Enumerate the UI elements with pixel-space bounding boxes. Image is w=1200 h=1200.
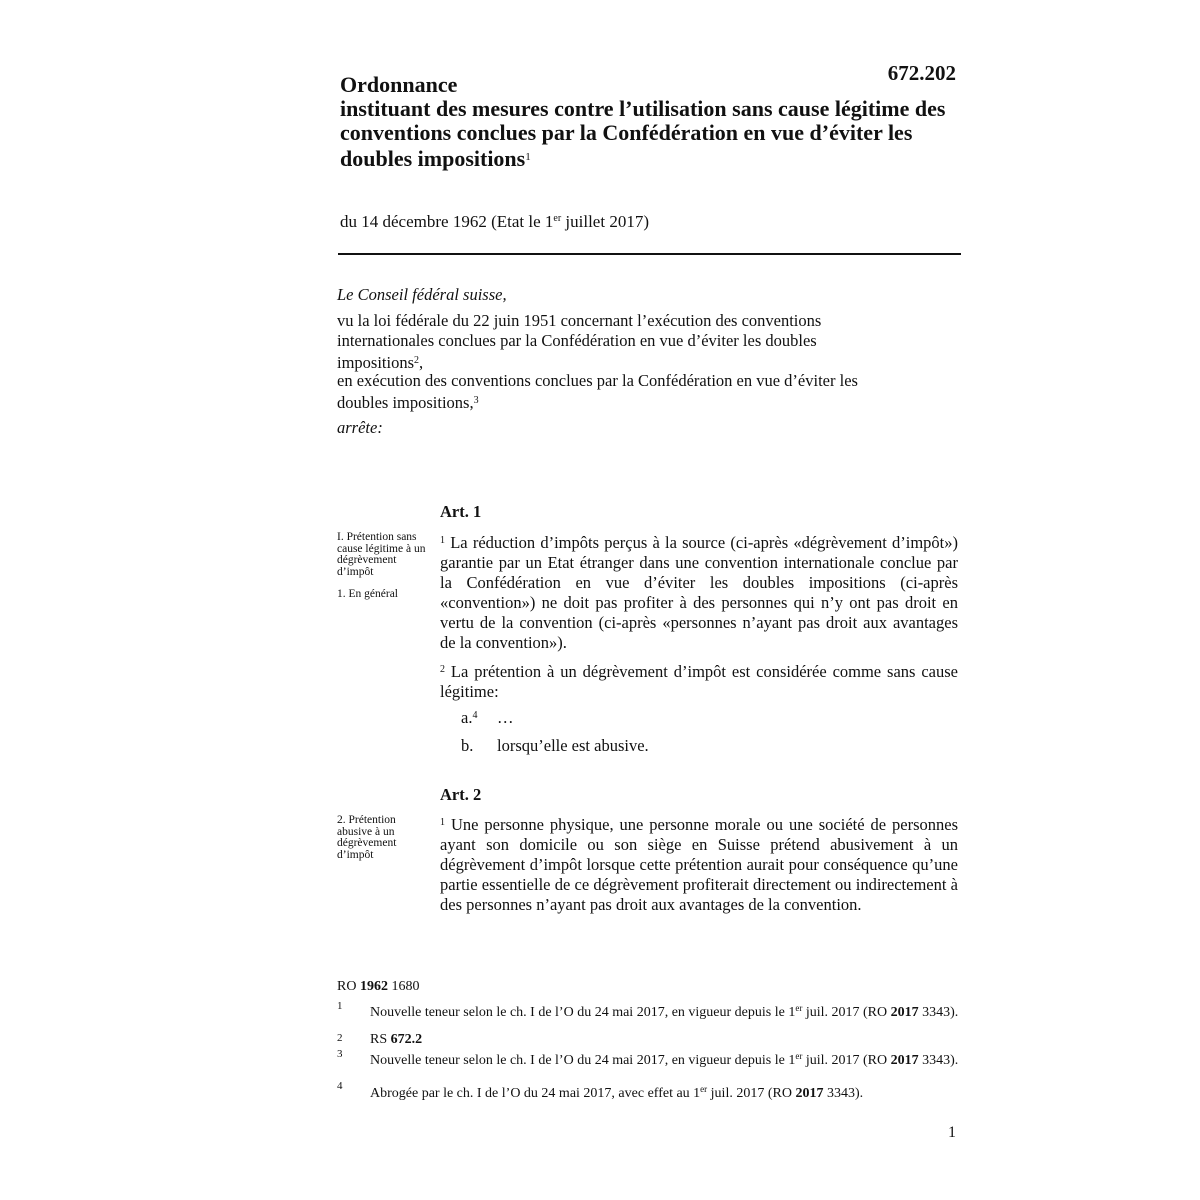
document-title [340, 73, 980, 171]
footnote-ref[interactable]: 2 [414, 355, 420, 366]
fn-text: juil. 2017 (RO [707, 1086, 796, 1101]
footnote-1-number: 1 [337, 1000, 343, 1012]
article-1-margin-subtitle: 1. En général [337, 588, 398, 600]
preamble-paragraph-1 [337, 311, 897, 373]
fn-text: juil. 2017 (RO [802, 1005, 891, 1020]
article-1-margin-title: I. Prétention sans cause légitime à un dégrèvement d’impôt [337, 531, 426, 578]
fn-sup: er [700, 1084, 708, 1094]
article-1-paragraph-1 [440, 531, 958, 653]
paragraph-text: La réduction d’impôts perçus à la source (ci-après «dégrèvement d’impôt») garantie par un Etat étranger dans une convention internationale conclue par la Confédération en vue d’éviter les doubles impositions (ci-après «convention») ne doit pas profiter à des personnes qui n’y ont pas droit en vertu de la convention (ci-après «personnes n’ayant pas droit aux avantages de la convention»). [440, 533, 958, 652]
footnote-ref[interactable]: 1 [525, 151, 531, 163]
fn-text: 3343). [823, 1086, 864, 1101]
article-2-heading: Art. 2 [440, 785, 482, 804]
fn-text: Abrogée par le ch. I de l’O du 24 mai 2017, avec effet au 1 [370, 1086, 701, 1101]
article-2-paragraph-1 [440, 813, 958, 915]
article-1-paragraph-2 [440, 660, 958, 702]
preamble-authority: Le Conseil fédéral suisse, [337, 285, 507, 304]
list-label: a. [461, 708, 473, 727]
article-1-heading: Art. 1 [440, 502, 482, 521]
fn-bold: 672.2 [390, 1032, 423, 1047]
paragraph-number: 2 [440, 664, 445, 675]
title-rest-text: instituant des mesures contre l’utilisation sans cause légitime des conventions conclues par la Confédération en vue d’éviter les doubles impositions [340, 96, 946, 171]
footnote-4 [370, 1081, 990, 1102]
date-text-end: juillet 2017) [561, 212, 649, 231]
fn-year: 2017 [890, 1005, 919, 1020]
fn-text: 3343). [918, 1053, 959, 1068]
document-date [340, 212, 649, 232]
ro-year: 1962 [359, 979, 388, 994]
preamble-paragraph-2 [337, 371, 897, 413]
footnote-1 [370, 1000, 970, 1021]
list-item-b-text: lorsqu’elle est abusive. [497, 736, 649, 755]
list-item-a-text: … [497, 708, 514, 727]
article-2-margin-title: 2. Prétention abusive à un dégrèvement d’impôt [337, 814, 397, 861]
fn-text: Nouvelle teneur selon le ch. I de l’O du 24 mai 2017, en vigueur depuis le 1 [370, 1053, 796, 1068]
date-sup: er [553, 213, 562, 224]
fn-text: juil. 2017 (RO [802, 1053, 891, 1068]
footnote-ref[interactable]: 3 [473, 395, 479, 406]
date-text: du 14 décembre 1962 (Etat le 1 [340, 212, 554, 231]
footnote-4-number: 4 [337, 1080, 343, 1092]
title-rest [340, 97, 980, 171]
ro-page: 1680 [387, 979, 420, 994]
fn-text: Nouvelle teneur selon le ch. I de l’O du 24 mai 2017, en vigueur depuis le 1 [370, 1005, 796, 1020]
page-number: 1 [948, 1124, 956, 1141]
preamble-decree: arrête: [337, 418, 383, 437]
fn-year: 2017 [795, 1086, 824, 1101]
paragraph-text: Une personne physique, une personne morale ou une société de personnes ayant son domicile ou son siège en Suisse prétend abusivement à un dégrèvement d’impôt lorsque cette prétention aurait pour conséquence qu’une partie essentielle de ce dégrèvement profiterait directement ou indirectement à des personnes n’ayant pas droit aux avantages de la convention. [440, 815, 958, 914]
list-item-a-label [461, 708, 477, 728]
preamble-p1-end: , [419, 353, 424, 372]
paragraph-number: 1 [440, 817, 445, 828]
fn-sup: er [795, 1051, 803, 1061]
fn-sup: er [795, 1003, 803, 1013]
footnote-3 [370, 1048, 970, 1069]
footnote-2 [370, 1032, 970, 1048]
paragraph-number: 1 [440, 535, 445, 546]
list-item-b-label: b. [461, 736, 474, 755]
header-rule [338, 253, 961, 255]
footnote-3-number: 3 [337, 1048, 343, 1060]
paragraph-text: La prétention à un dégrèvement d’impôt est considérée comme sans cause légitime: [440, 662, 958, 701]
footnote-ref[interactable]: 4 [472, 710, 478, 721]
fn-text: 3343). [918, 1005, 959, 1020]
title-line-1: Ordonnance [340, 72, 458, 97]
ro-prefix: RO [337, 979, 360, 994]
fn-text: RS [370, 1032, 391, 1047]
systematic-number: 672.202 [887, 61, 956, 85]
footnote-2-number: 2 [337, 1032, 343, 1044]
source-reference [337, 979, 419, 995]
preamble-p2-text: en exécution des conventions conclues par la Confédération en vue d’éviter les doubles impositions, [337, 371, 858, 412]
fn-year: 2017 [890, 1053, 919, 1068]
preamble-p1-text: vu la loi fédérale du 22 juin 1951 concernant l’exécution des conventions internationales conclues par la Confédération en vue d’éviter les doubles impositions [337, 311, 822, 372]
